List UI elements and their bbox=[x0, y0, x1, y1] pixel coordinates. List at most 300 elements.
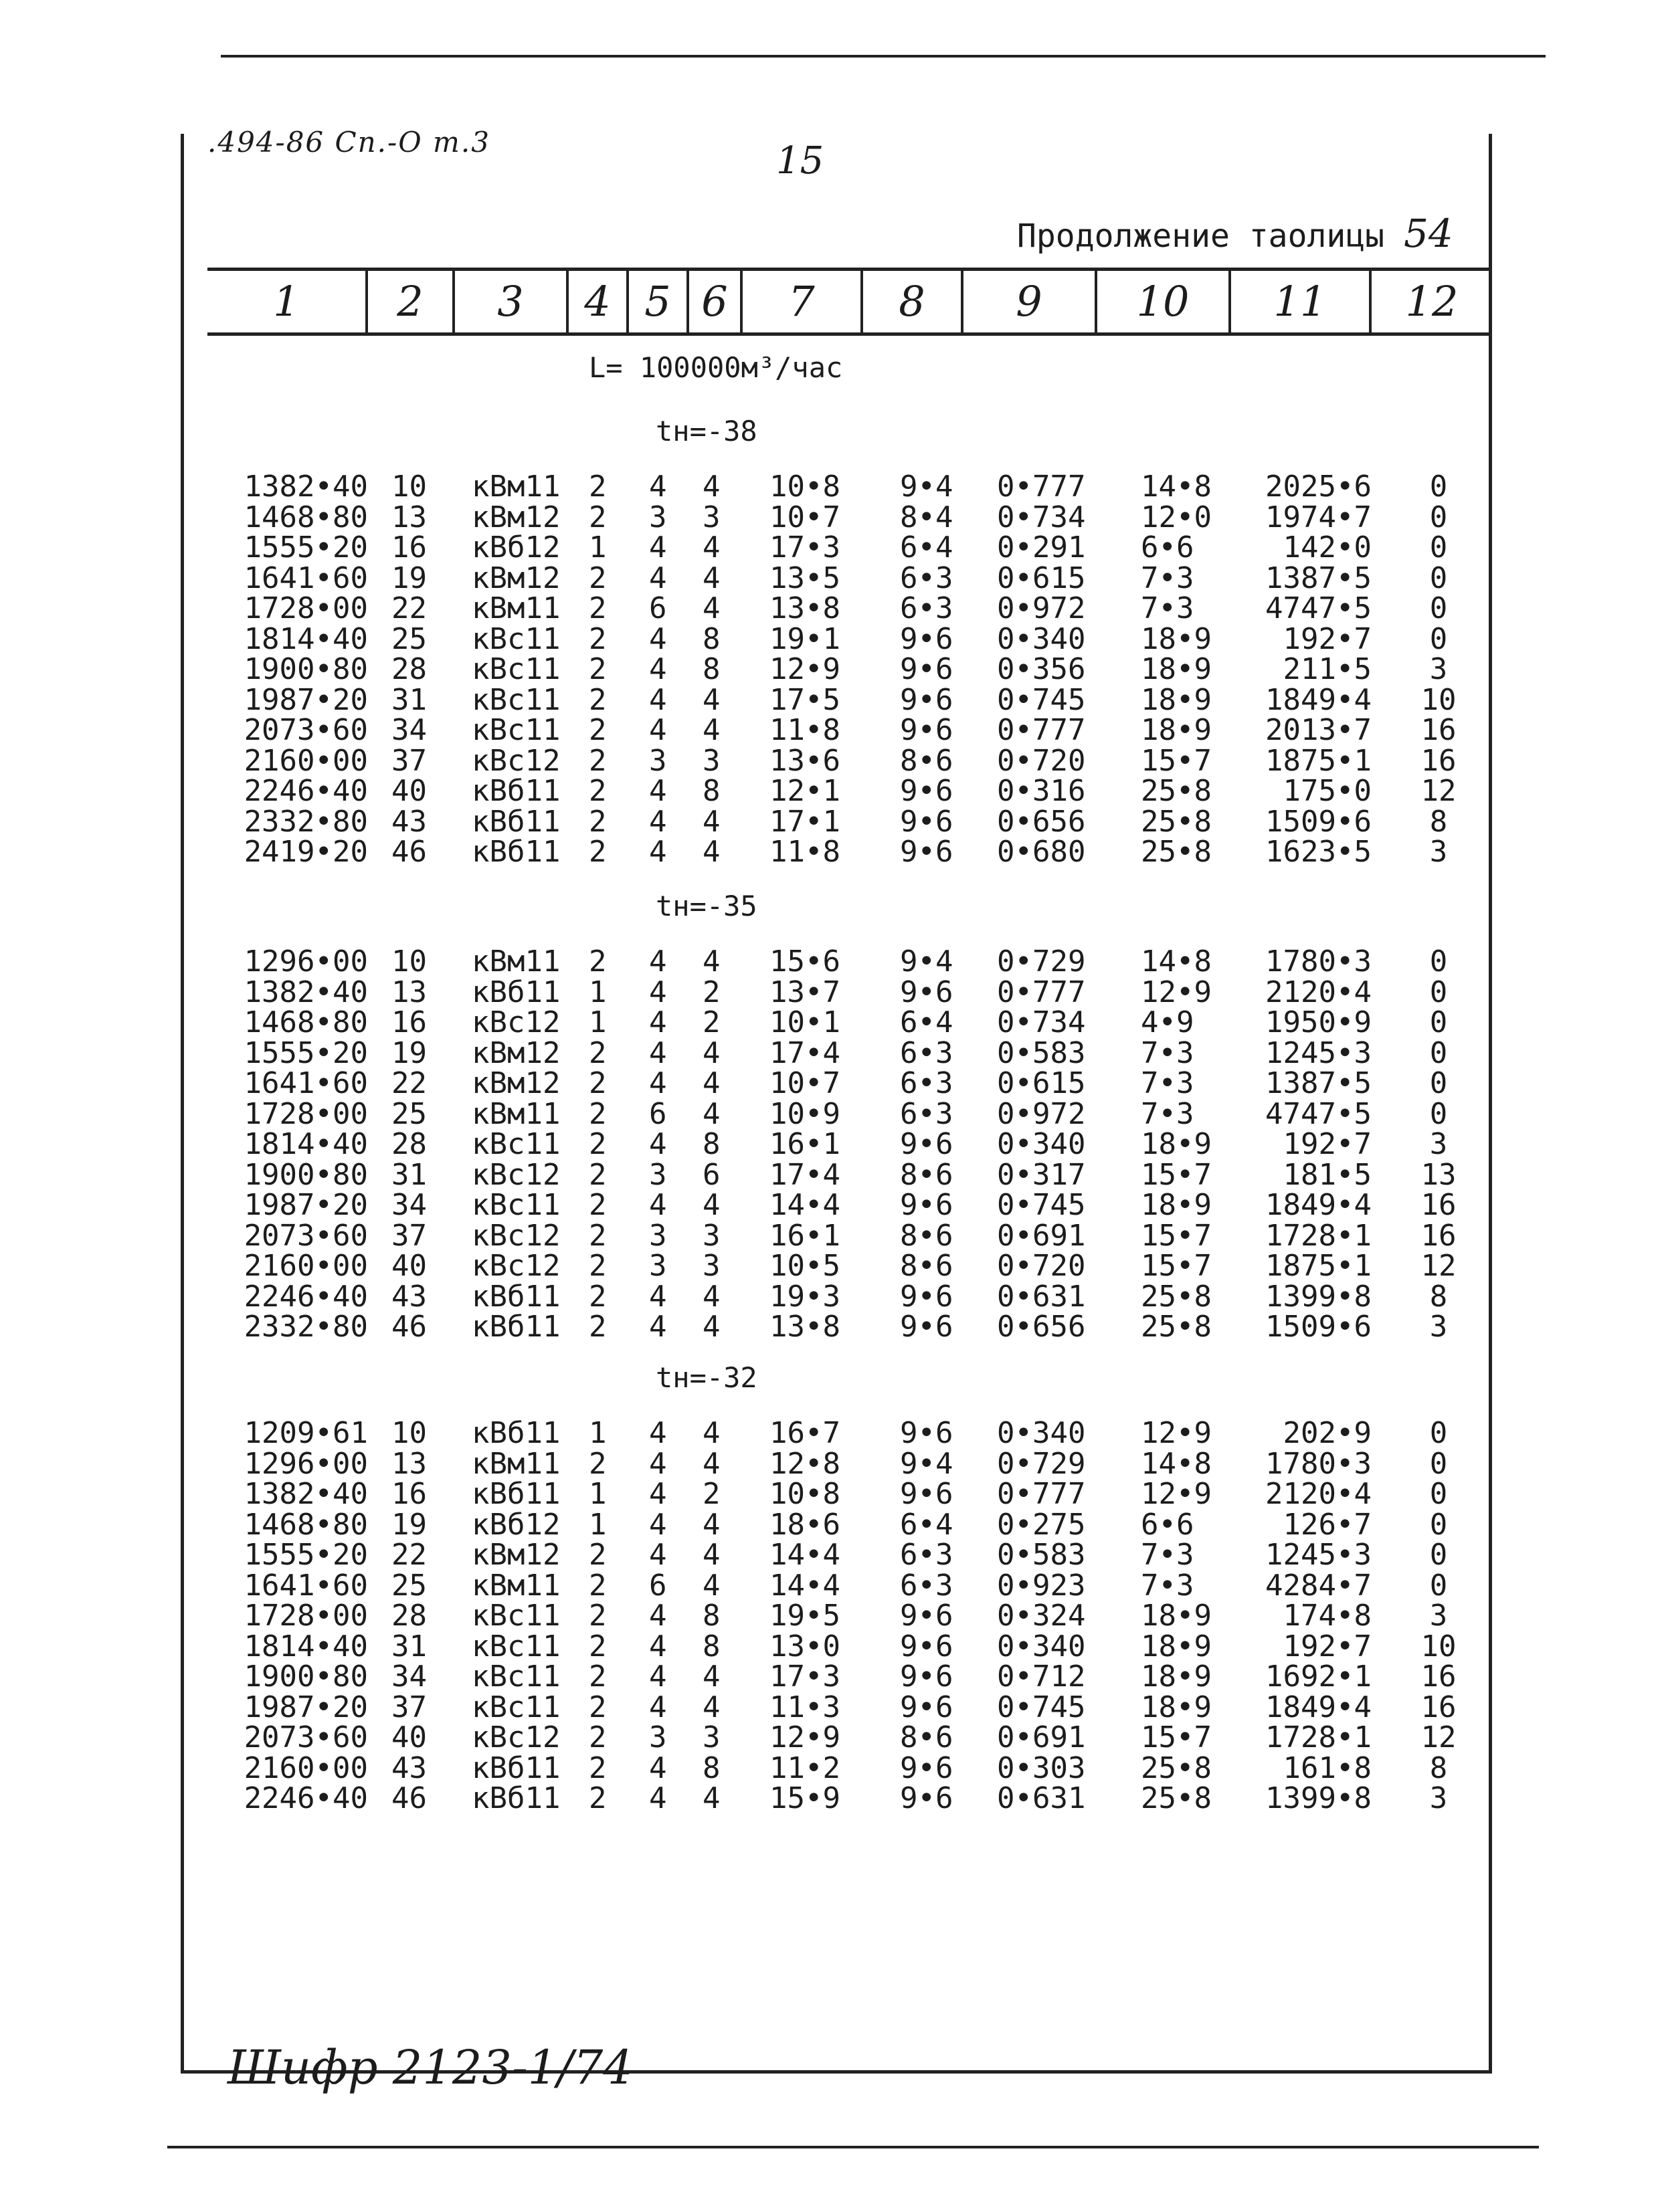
cell-col-4: 2 bbox=[589, 1097, 607, 1131]
table-row bbox=[0, 1631, 1539, 1662]
cell-col-1: 2246•40 bbox=[244, 1280, 368, 1314]
cell-col-11: 192•7 bbox=[1283, 1629, 1372, 1664]
cell-col-11: 2013•7 bbox=[1265, 713, 1372, 747]
cell-col-4: 2 bbox=[589, 744, 607, 778]
cell-col-8: 9•6 bbox=[900, 1690, 953, 1724]
cell-col-7: 12•9 bbox=[769, 652, 840, 686]
cell-col-6: 4 bbox=[703, 683, 721, 717]
section-title: tн=-35 bbox=[656, 890, 757, 922]
cell-col-9: 0•340 bbox=[997, 1416, 1086, 1450]
cell-col-2: 13 bbox=[391, 975, 427, 1009]
top-rule bbox=[221, 55, 1546, 58]
cell-col-11: 175•0 bbox=[1283, 774, 1372, 808]
cell-col-11: 142•0 bbox=[1283, 530, 1372, 565]
cell-col-2: 22 bbox=[391, 1538, 427, 1572]
table-row bbox=[0, 1007, 1539, 1038]
cell-col-12: 3 bbox=[1429, 1781, 1448, 1815]
cell-col-8: 6•3 bbox=[900, 1066, 953, 1100]
cell-col-3: кВм11 bbox=[472, 591, 561, 625]
cell-col-11: 1509•6 bbox=[1265, 805, 1372, 839]
cell-col-12: 12 bbox=[1420, 1249, 1457, 1283]
cell-col-12: 8 bbox=[1429, 1280, 1448, 1314]
cell-col-1: 1987•20 bbox=[244, 683, 368, 717]
cell-col-7: 16•1 bbox=[769, 1127, 840, 1161]
cell-col-10: 25•8 bbox=[1141, 1280, 1212, 1314]
cell-col-12: 0 bbox=[1429, 1447, 1448, 1481]
cell-col-8: 6•3 bbox=[900, 1036, 953, 1070]
cell-col-7: 11•3 bbox=[769, 1690, 840, 1724]
cell-col-10: 15•7 bbox=[1141, 1158, 1212, 1192]
cell-col-5: 4 bbox=[649, 1629, 667, 1664]
cell-col-1: 1296•00 bbox=[244, 944, 368, 979]
cell-col-1: 1814•40 bbox=[244, 622, 368, 656]
cell-col-6: 4 bbox=[703, 530, 721, 565]
cell-col-4: 2 bbox=[589, 835, 607, 869]
cell-col-12: 12 bbox=[1420, 1720, 1457, 1754]
cell-col-8: 8•6 bbox=[900, 1158, 953, 1192]
cell-col-3: кВб11 bbox=[472, 1416, 561, 1450]
cell-col-11: 1245•3 bbox=[1265, 1538, 1372, 1572]
cell-col-6: 4 bbox=[703, 1569, 721, 1603]
cell-col-2: 28 bbox=[391, 1599, 427, 1633]
cell-col-1: 2073•60 bbox=[244, 1219, 368, 1253]
cell-col-10: 7•3 bbox=[1141, 1036, 1194, 1070]
cell-col-2: 40 bbox=[391, 1720, 427, 1754]
cell-col-10: 14•8 bbox=[1141, 1447, 1212, 1481]
cell-col-4: 2 bbox=[589, 1751, 607, 1785]
cell-col-11: 1399•8 bbox=[1265, 1280, 1372, 1314]
cell-col-8: 9•6 bbox=[900, 1477, 953, 1511]
cell-col-4: 2 bbox=[589, 944, 607, 979]
cell-col-1: 1382•40 bbox=[244, 470, 368, 504]
cell-col-7: 19•1 bbox=[769, 622, 840, 656]
cell-col-4: 2 bbox=[589, 1690, 607, 1724]
cell-col-5: 4 bbox=[649, 805, 667, 839]
cell-col-12: 16 bbox=[1420, 1690, 1457, 1724]
cell-col-9: 0•734 bbox=[997, 1005, 1086, 1039]
cell-col-3: кВс12 bbox=[472, 744, 561, 778]
cell-col-2: 13 bbox=[391, 500, 427, 534]
cell-col-1: 1209•61 bbox=[244, 1416, 368, 1450]
cell-col-4: 2 bbox=[589, 591, 607, 625]
cell-col-3: кВб11 bbox=[472, 1751, 561, 1785]
cell-col-2: 40 bbox=[391, 1249, 427, 1283]
cell-col-2: 16 bbox=[391, 1005, 427, 1039]
cell-col-4: 2 bbox=[589, 1569, 607, 1603]
cell-col-7: 10•1 bbox=[769, 1005, 840, 1039]
cell-col-6: 4 bbox=[703, 561, 721, 595]
table-row bbox=[0, 1571, 1539, 1601]
cell-col-2: 37 bbox=[391, 1219, 427, 1253]
cell-col-1: 2160•00 bbox=[244, 1751, 368, 1785]
cell-col-12: 0 bbox=[1429, 1066, 1448, 1100]
cell-col-4: 2 bbox=[589, 683, 607, 717]
cell-col-2: 28 bbox=[391, 652, 427, 686]
cell-col-4: 2 bbox=[589, 500, 607, 534]
cell-col-3: кВм12 bbox=[472, 1538, 561, 1572]
cell-col-7: 14•4 bbox=[769, 1188, 840, 1222]
cell-col-2: 43 bbox=[391, 805, 427, 839]
cell-col-9: 0•317 bbox=[997, 1158, 1086, 1192]
cell-col-1: 1641•60 bbox=[244, 561, 368, 595]
cell-col-10: 18•9 bbox=[1141, 622, 1212, 656]
cell-col-2: 19 bbox=[391, 1036, 427, 1070]
cell-col-7: 11•8 bbox=[769, 713, 840, 747]
cell-col-7: 13•5 bbox=[769, 561, 840, 595]
cell-col-11: 202•9 bbox=[1283, 1416, 1372, 1450]
cell-col-3: кВм11 bbox=[472, 1569, 561, 1603]
cell-col-1: 2073•60 bbox=[244, 1720, 368, 1754]
cell-col-10: 6•6 bbox=[1141, 1508, 1194, 1542]
cell-col-10: 6•6 bbox=[1141, 530, 1194, 565]
cell-col-5: 4 bbox=[649, 1310, 667, 1344]
cell-col-12: 16 bbox=[1420, 744, 1457, 778]
cell-col-1: 2332•80 bbox=[244, 1310, 368, 1344]
cell-col-9: 0•972 bbox=[997, 1097, 1086, 1131]
cell-col-8: 9•6 bbox=[900, 1127, 953, 1161]
table-row bbox=[0, 685, 1539, 716]
cell-col-12: 0 bbox=[1429, 591, 1448, 625]
cell-col-5: 4 bbox=[649, 652, 667, 686]
cell-col-2: 16 bbox=[391, 530, 427, 565]
cell-col-9: 0•656 bbox=[997, 805, 1086, 839]
cell-col-3: кВб11 bbox=[472, 1280, 561, 1314]
cell-col-5: 4 bbox=[649, 1538, 667, 1572]
cell-col-9: 0•972 bbox=[997, 591, 1086, 625]
table-row bbox=[0, 1282, 1539, 1312]
cell-col-10: 18•9 bbox=[1141, 1127, 1212, 1161]
table-row bbox=[0, 1190, 1539, 1221]
cell-col-4: 1 bbox=[589, 1477, 607, 1511]
table-row bbox=[0, 1510, 1539, 1540]
cell-col-5: 3 bbox=[649, 500, 667, 534]
cell-col-12: 16 bbox=[1420, 1660, 1457, 1694]
cell-col-8: 9•6 bbox=[900, 975, 953, 1009]
cell-col-8: 8•6 bbox=[900, 1249, 953, 1283]
cell-col-1: 1728•00 bbox=[244, 1599, 368, 1633]
cell-col-8: 9•4 bbox=[900, 470, 953, 504]
cell-col-10: 12•9 bbox=[1141, 1416, 1212, 1450]
cell-col-5: 4 bbox=[649, 835, 667, 869]
cell-col-9: 0•680 bbox=[997, 835, 1086, 869]
cell-col-6: 4 bbox=[703, 1097, 721, 1131]
cell-col-1: 1987•20 bbox=[244, 1690, 368, 1724]
cell-col-12: 0 bbox=[1429, 1097, 1448, 1131]
cell-col-11: 4747•5 bbox=[1265, 1097, 1372, 1131]
cell-col-9: 0•275 bbox=[997, 1508, 1086, 1542]
cell-col-5: 4 bbox=[649, 1751, 667, 1785]
cell-col-7: 16•7 bbox=[769, 1416, 840, 1450]
cell-col-9: 0•729 bbox=[997, 944, 1086, 979]
cell-col-11: 2120•4 bbox=[1265, 1477, 1372, 1511]
cell-col-3: кВм11 bbox=[472, 1097, 561, 1131]
cell-col-11: 4747•5 bbox=[1265, 591, 1372, 625]
cell-col-12: 0 bbox=[1429, 1477, 1448, 1511]
table-row bbox=[0, 1418, 1539, 1449]
cell-col-4: 2 bbox=[589, 713, 607, 747]
continuation-caption bbox=[1017, 211, 1453, 256]
cell-col-3: кВм12 bbox=[472, 561, 561, 595]
cell-col-3: кВс11 bbox=[472, 683, 561, 717]
cell-col-9: 0•777 bbox=[997, 1477, 1086, 1511]
cell-col-5: 6 bbox=[649, 1097, 667, 1131]
cell-col-12: 0 bbox=[1429, 1538, 1448, 1572]
cell-col-2: 46 bbox=[391, 1310, 427, 1344]
cell-col-7: 15•6 bbox=[769, 944, 840, 979]
cell-col-10: 18•9 bbox=[1141, 652, 1212, 686]
cell-col-10: 18•9 bbox=[1141, 1188, 1212, 1222]
table-row bbox=[0, 1692, 1539, 1723]
table-row bbox=[0, 1221, 1539, 1251]
cell-col-3: кВм12 bbox=[472, 500, 561, 534]
cell-col-5: 6 bbox=[649, 1569, 667, 1603]
cell-col-3: кВс11 bbox=[472, 713, 561, 747]
cell-col-11: 1849•4 bbox=[1265, 1188, 1372, 1222]
cell-col-5: 4 bbox=[649, 1036, 667, 1070]
cell-col-7: 17•5 bbox=[769, 683, 840, 717]
cell-col-1: 1296•00 bbox=[244, 1447, 368, 1481]
cell-col-10: 7•3 bbox=[1141, 1538, 1194, 1572]
cell-col-11: 1849•4 bbox=[1265, 683, 1372, 717]
cell-col-9: 0•583 bbox=[997, 1538, 1086, 1572]
cell-col-7: 13•8 bbox=[769, 1310, 840, 1344]
cell-col-4: 1 bbox=[589, 1005, 607, 1039]
cell-col-12: 10 bbox=[1420, 683, 1457, 717]
table-row bbox=[0, 807, 1539, 837]
cell-col-12: 3 bbox=[1429, 1310, 1448, 1344]
cell-col-4: 1 bbox=[589, 975, 607, 1009]
cell-col-1: 1468•80 bbox=[244, 1005, 368, 1039]
cell-col-2: 31 bbox=[391, 1158, 427, 1192]
cell-col-6: 8 bbox=[703, 622, 721, 656]
cell-col-3: кВс12 bbox=[472, 1158, 561, 1192]
cell-col-9: 0•583 bbox=[997, 1036, 1086, 1070]
cell-col-7: 10•7 bbox=[769, 1066, 840, 1100]
cell-col-3: кВс11 bbox=[472, 1690, 561, 1724]
cell-col-2: 37 bbox=[391, 744, 427, 778]
cell-col-6: 3 bbox=[703, 500, 721, 534]
cell-col-8: 9•6 bbox=[900, 805, 953, 839]
cell-col-5: 4 bbox=[649, 683, 667, 717]
cell-col-2: 43 bbox=[391, 1751, 427, 1785]
cell-col-2: 19 bbox=[391, 561, 427, 595]
cell-col-12: 0 bbox=[1429, 975, 1448, 1009]
column-header-12: 12 bbox=[1405, 277, 1459, 326]
cell-col-8: 6•3 bbox=[900, 1538, 953, 1572]
cell-col-3: кВм11 bbox=[472, 1447, 561, 1481]
cell-col-9: 0•356 bbox=[997, 652, 1086, 686]
table-row bbox=[0, 593, 1539, 624]
cell-col-6: 4 bbox=[703, 1280, 721, 1314]
cell-col-10: 18•9 bbox=[1141, 1660, 1212, 1694]
column-header-11: 11 bbox=[1231, 271, 1372, 332]
cell-col-9: 0•691 bbox=[997, 1219, 1086, 1253]
cell-col-8: 8•6 bbox=[900, 1720, 953, 1754]
cell-col-12: 3 bbox=[1429, 1599, 1448, 1633]
cell-col-8: 6•4 bbox=[900, 530, 953, 565]
cell-col-6: 4 bbox=[703, 470, 721, 504]
column-header-6: 6 bbox=[689, 271, 743, 332]
cell-col-8: 9•6 bbox=[900, 713, 953, 747]
cell-col-3: кВс11 bbox=[472, 1127, 561, 1161]
cell-col-10: 12•9 bbox=[1141, 975, 1212, 1009]
cell-col-4: 2 bbox=[589, 1629, 607, 1664]
cell-col-6: 4 bbox=[703, 591, 721, 625]
cell-col-8: 9•6 bbox=[900, 683, 953, 717]
cell-col-11: 2025•6 bbox=[1265, 470, 1372, 504]
cell-col-6: 4 bbox=[703, 1781, 721, 1815]
table-row bbox=[0, 502, 1539, 533]
cell-col-9: 0•777 bbox=[997, 975, 1086, 1009]
cell-col-10: 7•3 bbox=[1141, 591, 1194, 625]
cell-col-2: 37 bbox=[391, 1690, 427, 1724]
cell-col-5: 4 bbox=[649, 774, 667, 808]
cell-col-5: 4 bbox=[649, 1447, 667, 1481]
cell-col-9: 0•745 bbox=[997, 1188, 1086, 1222]
cell-col-10: 25•8 bbox=[1141, 1751, 1212, 1785]
cell-col-3: кВс12 bbox=[472, 1720, 561, 1754]
cell-col-7: 17•3 bbox=[769, 530, 840, 565]
cell-col-4: 2 bbox=[589, 1249, 607, 1283]
cell-col-10: 12•0 bbox=[1141, 500, 1212, 534]
cell-col-5: 4 bbox=[649, 1005, 667, 1039]
cell-col-1: 1900•80 bbox=[244, 1660, 368, 1694]
cell-col-5: 4 bbox=[649, 1416, 667, 1450]
cell-col-9: 0•734 bbox=[997, 500, 1086, 534]
cell-col-5: 3 bbox=[649, 1249, 667, 1283]
column-header-8: 8 bbox=[863, 271, 963, 332]
cell-col-4: 2 bbox=[589, 1280, 607, 1314]
table-row bbox=[0, 563, 1539, 594]
cell-col-3: кВб12 bbox=[472, 1508, 561, 1542]
cell-col-5: 4 bbox=[649, 1660, 667, 1694]
cell-col-8: 6•4 bbox=[900, 1508, 953, 1542]
cell-col-4: 2 bbox=[589, 470, 607, 504]
cell-col-6: 4 bbox=[703, 1447, 721, 1481]
cell-col-4: 2 bbox=[589, 1127, 607, 1161]
cell-col-9: 0•631 bbox=[997, 1280, 1086, 1314]
table-row bbox=[0, 1038, 1539, 1069]
table-row bbox=[0, 1160, 1539, 1191]
cell-col-5: 6 bbox=[649, 591, 667, 625]
cell-col-6: 2 bbox=[703, 1477, 721, 1511]
table-row bbox=[0, 1601, 1539, 1631]
cell-col-3: кВб11 bbox=[472, 835, 561, 869]
cell-col-6: 4 bbox=[703, 1690, 721, 1724]
cell-col-11: 1509•6 bbox=[1265, 1310, 1372, 1344]
cell-col-6: 4 bbox=[703, 1416, 721, 1450]
table-number: 54 bbox=[1403, 211, 1453, 256]
cell-col-7: 14•4 bbox=[769, 1538, 840, 1572]
cell-col-5: 4 bbox=[649, 1188, 667, 1222]
cell-col-1: 1468•80 bbox=[244, 500, 368, 534]
cell-col-9: 0•291 bbox=[997, 530, 1086, 565]
cell-col-2: 31 bbox=[391, 1629, 427, 1664]
cell-col-7: 19•3 bbox=[769, 1280, 840, 1314]
table-row bbox=[0, 715, 1539, 746]
cell-col-9: 0•340 bbox=[997, 1127, 1086, 1161]
column-header-10: 10 bbox=[1097, 271, 1231, 332]
cell-col-6: 4 bbox=[703, 835, 721, 869]
cell-col-2: 22 bbox=[391, 591, 427, 625]
cell-col-6: 4 bbox=[703, 805, 721, 839]
cell-col-8: 9•4 bbox=[900, 1447, 953, 1481]
cell-col-1: 1900•80 bbox=[244, 1158, 368, 1192]
cell-col-11: 1728•1 bbox=[1265, 1219, 1372, 1253]
table-row bbox=[0, 1662, 1539, 1692]
cell-col-7: 19•5 bbox=[769, 1599, 840, 1633]
cell-col-11: 1849•4 bbox=[1265, 1690, 1372, 1724]
cell-col-8: 9•6 bbox=[900, 1310, 953, 1344]
cell-col-3: кВм11 bbox=[472, 470, 561, 504]
column-header-9: 9 bbox=[963, 271, 1097, 332]
cell-col-3: кВб11 bbox=[472, 805, 561, 839]
cell-col-2: 25 bbox=[391, 1569, 427, 1603]
cell-col-3: кВс11 bbox=[472, 1599, 561, 1633]
cell-col-7: 10•8 bbox=[769, 1477, 840, 1511]
cell-col-4: 2 bbox=[589, 1036, 607, 1070]
cell-col-1: 1555•20 bbox=[244, 530, 368, 565]
cell-col-3: кВб11 bbox=[472, 1310, 561, 1344]
cell-col-9: 0•303 bbox=[997, 1751, 1086, 1785]
cell-col-1: 1468•80 bbox=[244, 1508, 368, 1542]
cell-col-1: 2073•60 bbox=[244, 713, 368, 747]
cell-col-2: 10 bbox=[391, 944, 427, 979]
cell-col-8: 9•6 bbox=[900, 1781, 953, 1815]
cell-col-3: кВб11 bbox=[472, 774, 561, 808]
cell-col-10: 7•3 bbox=[1141, 561, 1194, 595]
cell-col-7: 14•4 bbox=[769, 1569, 840, 1603]
cell-col-3: кВс11 bbox=[472, 1188, 561, 1222]
table-row bbox=[0, 1099, 1539, 1130]
cell-col-6: 4 bbox=[703, 1508, 721, 1542]
column-header-2: 2 bbox=[368, 271, 455, 332]
cell-col-11: 2120•4 bbox=[1265, 975, 1372, 1009]
cell-col-11: 1387•5 bbox=[1265, 561, 1372, 595]
cell-col-12: 3 bbox=[1429, 835, 1448, 869]
cell-col-6: 6 bbox=[703, 1158, 721, 1192]
cell-col-4: 2 bbox=[589, 622, 607, 656]
cell-col-11: 181•5 bbox=[1283, 1158, 1372, 1192]
cell-col-4: 2 bbox=[589, 1219, 607, 1253]
cell-col-7: 15•9 bbox=[769, 1781, 840, 1815]
table-row bbox=[0, 624, 1539, 655]
cell-col-8: 8•4 bbox=[900, 500, 953, 534]
column-header-4: 4 bbox=[569, 271, 629, 332]
cell-col-4: 1 bbox=[589, 530, 607, 565]
cell-col-7: 12•8 bbox=[769, 1447, 840, 1481]
cell-col-11: 1399•8 bbox=[1265, 1781, 1372, 1815]
cell-col-9: 0•615 bbox=[997, 561, 1086, 595]
cell-col-2: 43 bbox=[391, 1280, 427, 1314]
cell-col-10: 4•9 bbox=[1141, 1005, 1194, 1039]
cell-col-12: 8 bbox=[1429, 805, 1448, 839]
cell-col-6: 8 bbox=[703, 1629, 721, 1664]
flow-label: L= 100000м³/час bbox=[589, 351, 843, 384]
cell-col-5: 4 bbox=[649, 530, 667, 565]
cell-col-11: 1875•1 bbox=[1265, 744, 1372, 778]
cell-col-6: 4 bbox=[703, 1538, 721, 1572]
table-row bbox=[0, 1722, 1539, 1753]
cell-col-7: 11•8 bbox=[769, 835, 840, 869]
table-row bbox=[0, 1068, 1539, 1099]
cell-col-11: 174•8 bbox=[1283, 1599, 1372, 1633]
table-row bbox=[0, 1753, 1539, 1784]
cell-col-7: 10•9 bbox=[769, 1097, 840, 1131]
cell-col-6: 2 bbox=[703, 1005, 721, 1039]
cell-col-6: 4 bbox=[703, 1310, 721, 1344]
table-row bbox=[0, 1479, 1539, 1510]
